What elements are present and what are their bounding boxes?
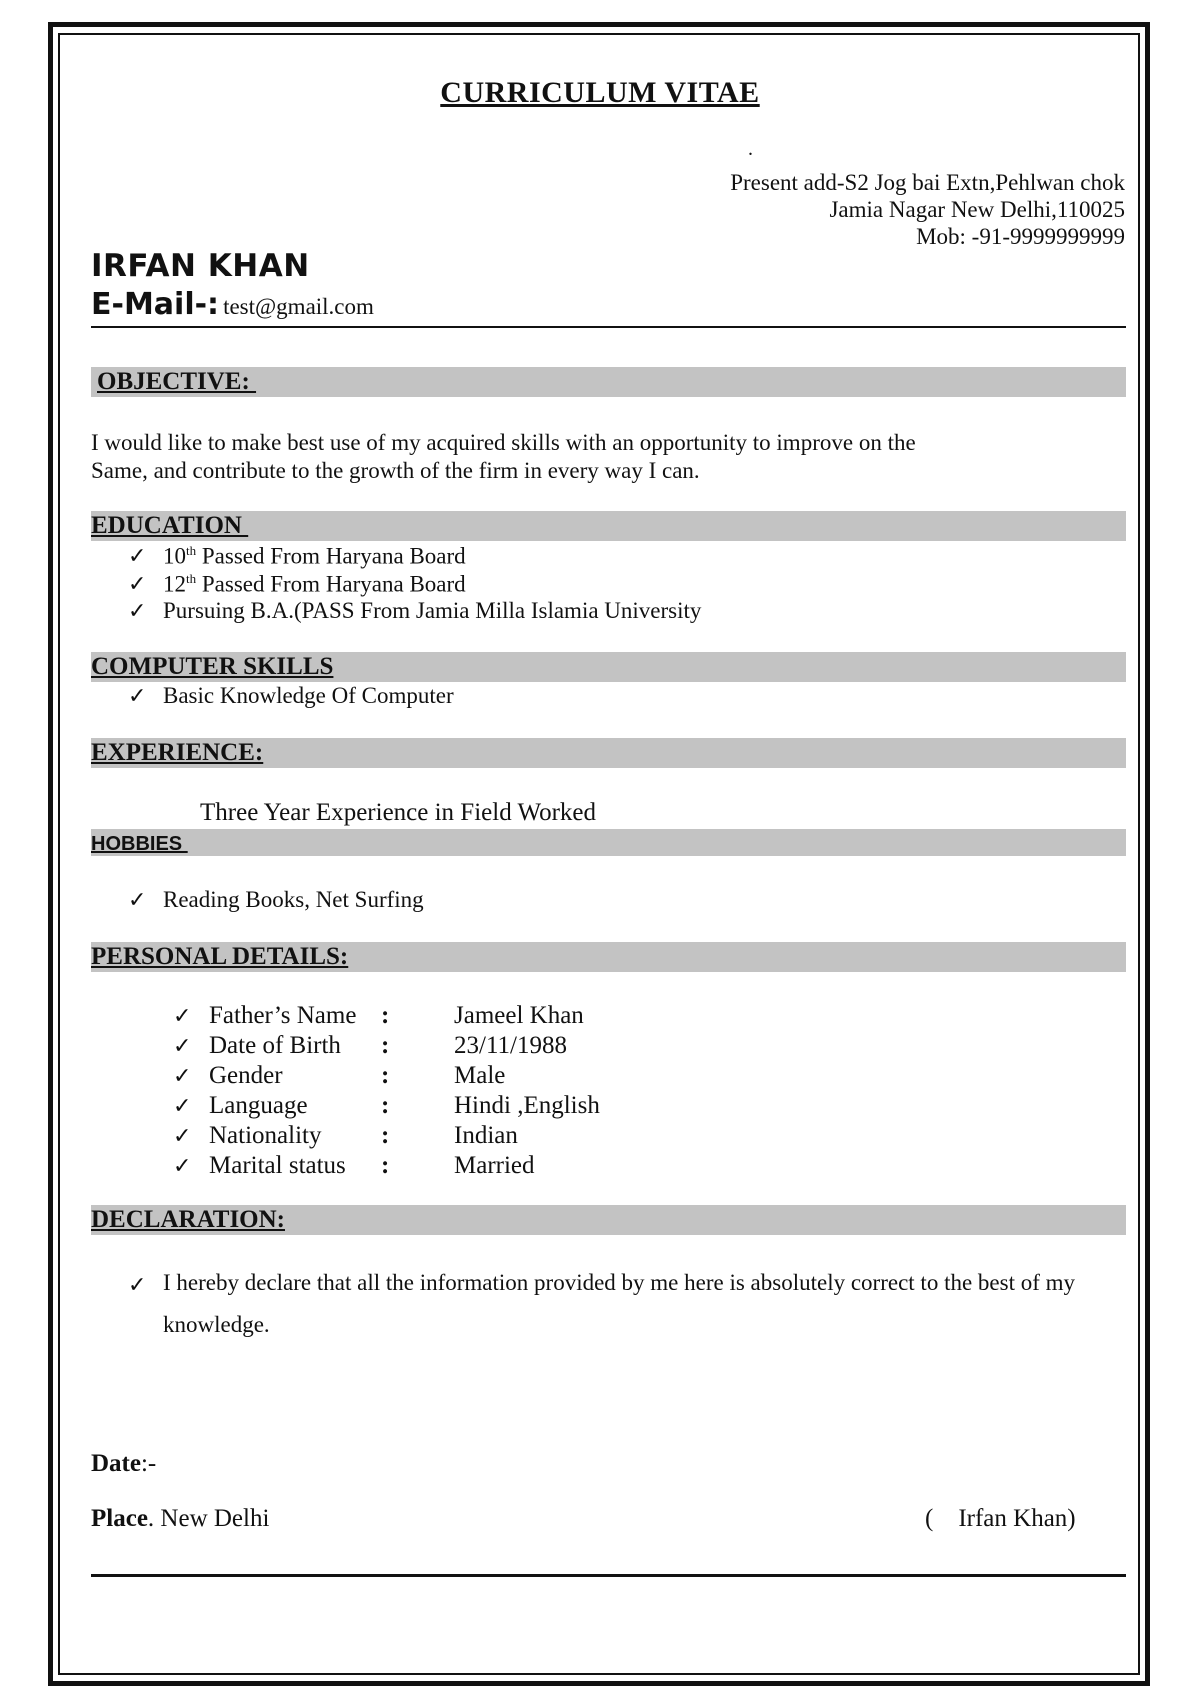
footer-divider xyxy=(91,1574,1126,1577)
document-title: CURRICULUM VITAE xyxy=(440,76,760,109)
experience-text: Three Year Experience in Field Worked xyxy=(200,799,597,826)
personal-detail-label: Father’s Name xyxy=(209,1002,357,1029)
check-icon: ✓ xyxy=(173,1063,192,1088)
personal-detail-value: Married xyxy=(454,1152,535,1179)
objective-line-2: Same, and contribute to the growth of the firm in every way I can. xyxy=(91,458,700,483)
address-line-2: Jamia Nagar New Delhi,110025 xyxy=(829,197,1125,222)
personal-detail-colon: : xyxy=(381,1032,390,1059)
check-icon: ✓ xyxy=(128,683,147,708)
experience-heading-band xyxy=(91,738,1126,768)
address-dot: . xyxy=(748,138,753,160)
check-icon: ✓ xyxy=(128,571,147,596)
personal-detail-colon: : xyxy=(381,1122,390,1149)
check-icon: ✓ xyxy=(173,1033,192,1058)
check-icon: ✓ xyxy=(128,598,147,623)
header-divider xyxy=(91,326,1126,328)
place-row xyxy=(91,1505,269,1533)
objective-heading: OBJECTIVE: xyxy=(97,368,257,395)
hobbies-heading: HOBBIES xyxy=(91,833,188,855)
personal-detail-label: Language xyxy=(209,1092,308,1119)
personal-detail-label: Marital status xyxy=(209,1152,346,1179)
experience-heading: EXPERIENCE: xyxy=(91,739,264,766)
personal-detail-value: 23/11/1988 xyxy=(454,1032,567,1059)
education-item-2: 12th Passed From Haryana Board xyxy=(163,571,466,597)
computer-skill-item-1: Basic Knowledge Of Computer xyxy=(163,683,454,708)
personal-detail-colon: : xyxy=(381,1152,390,1179)
education-heading: EDUCATION xyxy=(91,512,249,539)
check-icon: ✓ xyxy=(173,1123,192,1148)
email-row xyxy=(91,287,374,322)
check-icon: ✓ xyxy=(173,1093,192,1118)
hobbies-heading-band xyxy=(91,829,1126,856)
personal-details-heading-band xyxy=(91,942,1126,972)
objective-heading-band xyxy=(91,367,1126,397)
date-suffix: :- xyxy=(140,1450,157,1477)
check-icon: ✓ xyxy=(173,1003,192,1028)
personal-detail-colon: : xyxy=(381,1002,390,1029)
address-mobile: Mob: -91-9999999999 xyxy=(916,224,1125,249)
hobbies-item-1: Reading Books, Net Surfing xyxy=(163,887,424,912)
objective-line-1: I would like to make best use of my acquired skills with an opportunity to improve on the xyxy=(91,430,916,455)
personal-detail-label: Nationality xyxy=(209,1122,322,1149)
objective-text xyxy=(91,429,916,485)
personal-detail-value: Indian xyxy=(454,1122,518,1149)
check-icon: ✓ xyxy=(128,543,147,568)
personal-detail-colon: : xyxy=(381,1092,390,1119)
personal-details-heading: PERSONAL DETAILS: xyxy=(91,943,349,970)
email-label: E-Mail-: xyxy=(91,287,220,322)
personal-detail-value: Jameel Khan xyxy=(454,1002,584,1029)
email-value: test@gmail.com xyxy=(223,294,374,319)
place-value: . New Delhi xyxy=(147,1505,270,1532)
personal-detail-label: Date of Birth xyxy=(209,1032,341,1059)
date-label: Date xyxy=(91,1450,141,1477)
date-row xyxy=(91,1450,156,1478)
personal-detail-label: Gender xyxy=(209,1062,283,1089)
check-icon: ✓ xyxy=(128,1272,147,1297)
personal-detail-value: Male xyxy=(454,1062,506,1089)
signature-name: ( Irfan Khan) xyxy=(925,1505,1076,1532)
education-item-1: 10th Passed From Haryana Board xyxy=(163,543,466,569)
place-label: Place xyxy=(91,1505,148,1532)
education-heading-band xyxy=(91,511,1126,541)
check-icon: ✓ xyxy=(173,1153,192,1178)
personal-detail-colon: : xyxy=(381,1062,390,1089)
computer-skills-heading-band xyxy=(91,652,1126,682)
declaration-text: I hereby declare that all the information provided by me here is absolutely correct to the best of my knowledge. xyxy=(163,1270,1076,1337)
check-icon: ✓ xyxy=(128,887,147,912)
personal-detail-value: Hindi ,English xyxy=(454,1092,600,1119)
computer-skills-heading: COMPUTER SKILLS xyxy=(91,653,334,680)
education-item-3: Pursuing B.A.(PASS From Jamia Milla Islamia University xyxy=(163,598,702,623)
declaration-heading-band xyxy=(91,1205,1126,1235)
declaration-heading: DECLARATION: xyxy=(91,1206,285,1233)
address-line-1: Present add-S2 Jog bai Extn,Pehlwan chok xyxy=(730,170,1125,195)
candidate-name: IRFAN KHAN xyxy=(91,248,310,284)
